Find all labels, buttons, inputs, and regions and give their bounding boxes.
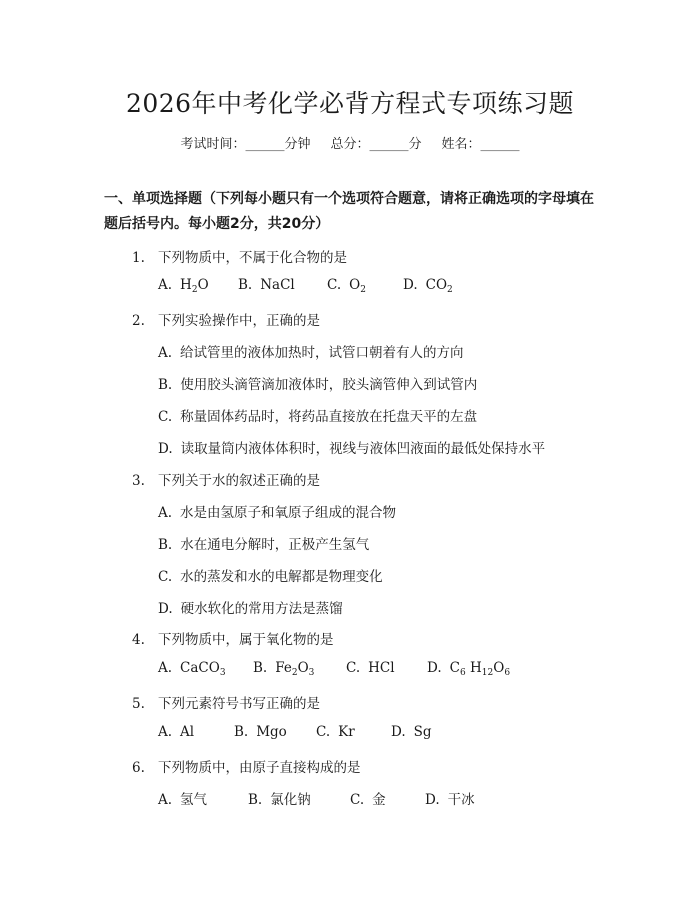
question-1-option-d [403, 277, 453, 293]
formula-subscript: 3 [308, 668, 315, 678]
question-number: 3. [132, 473, 145, 489]
option-text: 氢气 [180, 792, 208, 808]
option-text: Sg [413, 724, 432, 740]
student-name-blank: ______ [480, 137, 520, 152]
question-number: 5. [132, 696, 145, 712]
option-letter: A. [158, 345, 173, 361]
option-letter: A. [158, 660, 173, 676]
student-name-label: 姓名： [441, 137, 481, 152]
option-letter: C. [350, 792, 365, 808]
option-text: Kr [338, 724, 355, 740]
question-6-option-c [350, 788, 386, 808]
option-letter: B. [238, 277, 253, 293]
option-letter: D. [403, 277, 418, 293]
formula-part: O [493, 660, 505, 676]
question-5-option-d [391, 724, 432, 740]
question-1 [132, 246, 347, 266]
option-text: Al [180, 724, 195, 740]
question-stem: 下列物质中，不属于化合物的是 [158, 250, 347, 266]
question-2-option-b [158, 373, 477, 393]
option-letter: C. [346, 660, 361, 676]
option-letter: D. [158, 441, 173, 457]
formula-part: O [297, 660, 309, 676]
option-text: 给试管里的液体加热时，试管口朝着有人的方向 [180, 345, 464, 361]
question-3-option-d [158, 597, 343, 617]
formula-subscript: 2 [360, 285, 366, 295]
exam-time-blank: ______ [245, 137, 285, 152]
section-heading: 一、单项选择题（下列每小题只有一个选项符合题意，请将正确选项的字母填在题后括号内。每小题2分，共20分） [104, 191, 594, 232]
question-stem: 下列物质中，属于氧化物的是 [158, 632, 334, 648]
question-6 [132, 756, 361, 776]
formula-subscript: 3 [219, 668, 226, 678]
option-letter: C. [316, 724, 331, 740]
total-score-field [330, 137, 421, 152]
formula-part: Fe [275, 660, 292, 676]
option-text: 硬水软化的常用方法是蒸馏 [180, 601, 343, 617]
option-letter: C. [158, 569, 173, 585]
exam-time-label: 考试时间： [180, 137, 246, 152]
question-2-option-c [158, 405, 477, 425]
option-text: 称量固体药品时，将药品直接放在托盘天平的左盘 [180, 409, 478, 425]
option-text: 水在通电分解时，正极产生氢气 [180, 537, 370, 553]
option-letter: B. [158, 537, 173, 553]
option-letter: D. [425, 792, 440, 808]
formula-part: H [465, 660, 482, 676]
question-4 [132, 628, 334, 648]
page-title: 2026年中考化学必背方程式专项练习题 [125, 89, 575, 118]
option-letter: B. [248, 792, 263, 808]
question-5-option-a [158, 724, 194, 740]
question-3 [132, 469, 320, 489]
total-score-blank: ______ [369, 137, 409, 152]
option-letter: C. [158, 409, 173, 425]
question-2-option-a [158, 341, 464, 361]
total-score-unit: 分 [408, 137, 422, 152]
question-1-option-b [238, 277, 295, 293]
question-3-option-b [158, 533, 369, 553]
option-text: 使用胶头滴管滴加液体时，胶头滴管伸入到试管内 [180, 377, 478, 393]
question-2-option-d [158, 437, 545, 457]
formula-part: CO [425, 277, 448, 293]
question-stem: 下列元素符号书写正确的是 [158, 696, 320, 712]
option-letter: B. [253, 660, 268, 676]
question-number: 6. [132, 760, 145, 776]
exam-info-line [0, 133, 700, 152]
option-letter: A. [158, 792, 173, 808]
formula-subscript: 6 [504, 668, 511, 678]
formula-part: H [180, 277, 192, 293]
question-4-option-b [253, 660, 314, 676]
question-1-option-a [158, 277, 209, 293]
exam-time-field [180, 137, 310, 152]
question-6-option-d [425, 788, 475, 808]
formula-subscript: 2 [191, 285, 198, 295]
option-text: 干冰 [447, 792, 475, 808]
question-number: 4. [132, 632, 145, 648]
question-4-option-d [427, 660, 510, 676]
question-4-option-c [346, 660, 395, 676]
option-letter: D. [158, 601, 173, 617]
formula-part: O [197, 277, 209, 293]
option-text: 水是由氢原子和氧原子组成的混合物 [180, 505, 397, 521]
question-stem: 下列物质中，由原子直接构成的是 [158, 760, 361, 776]
question-5-option-c [316, 724, 355, 740]
option-letter: A. [158, 724, 173, 740]
formula-part: HCl [368, 660, 395, 676]
total-score-label: 总分： [330, 137, 370, 152]
formula-part: CaCO [180, 660, 220, 676]
option-letter: D. [427, 660, 442, 676]
option-letter: A. [158, 505, 173, 521]
question-3-option-c [158, 565, 383, 585]
formula-subscript: 2 [291, 668, 298, 678]
formula-subscript: 2 [447, 285, 453, 295]
question-stem: 下列实验操作中，正确的是 [158, 313, 320, 329]
question-1-option-c [327, 277, 366, 293]
option-letter: B. [234, 724, 249, 740]
option-text: 水的蒸发和水的电解都是物理变化 [180, 569, 383, 585]
student-name-field [442, 137, 520, 152]
question-number: 1. [132, 250, 145, 266]
option-letter: B. [158, 377, 173, 393]
question-5-option-b [234, 724, 287, 740]
option-letter: C. [327, 277, 342, 293]
option-text: 氯化钠 [270, 792, 311, 808]
question-stem: 下列关于水的叙述正确的是 [158, 473, 320, 489]
option-letter: D. [391, 724, 406, 740]
question-4-option-a [158, 660, 226, 676]
option-text: 金 [372, 792, 386, 808]
question-6-option-b [248, 788, 311, 808]
question-number: 2. [132, 313, 145, 329]
exam-time-unit: 分钟 [284, 137, 311, 152]
question-6-option-a [158, 788, 207, 808]
option-text: Mgo [256, 724, 287, 740]
formula-subscript: 12 [481, 668, 494, 678]
formula-part: NaCl [260, 277, 295, 293]
formula-part: C [449, 660, 460, 676]
formula-part: O [349, 277, 361, 293]
option-text: 读取量筒内液体体积时，视线与液体凹液面的最低处保持水平 [180, 441, 546, 457]
option-letter: A. [158, 277, 173, 293]
question-2 [132, 309, 320, 329]
question-5 [132, 692, 320, 712]
formula-subscript: 6 [459, 668, 466, 678]
question-3-option-a [158, 501, 396, 521]
